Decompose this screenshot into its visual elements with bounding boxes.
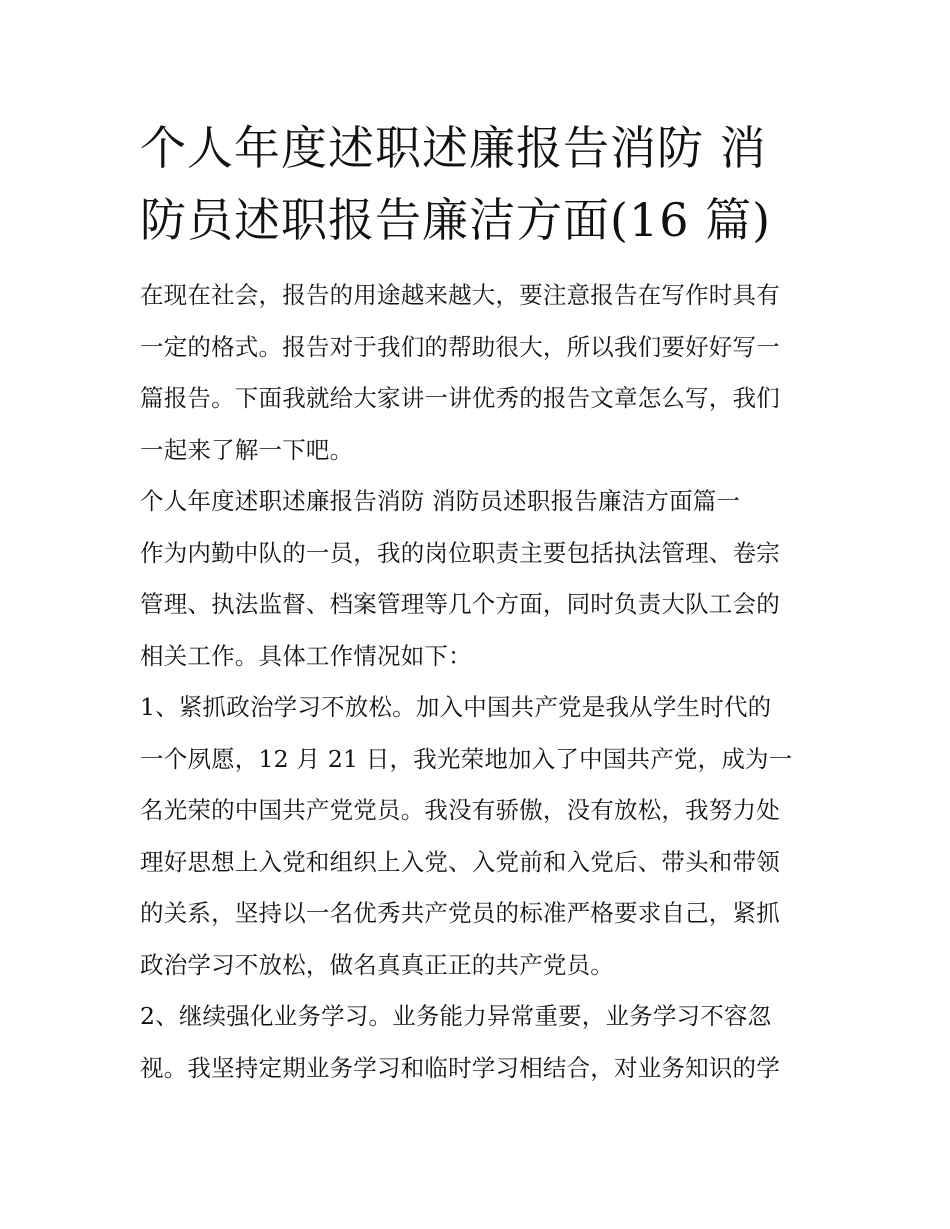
body-line: 1、紧抓政治学习不放松。加入中国共产党是我从学生时代的 <box>140 693 772 721</box>
body-line: 一起来了解一下吧。 <box>140 435 354 464</box>
body-line: 的关系，坚持以一名优秀共产党员的标准严格要求自己，紧抓 <box>140 899 780 927</box>
title-line: 个人年度述职述廉报告消防 消 <box>140 121 767 175</box>
body-line: 相关工作。具体工作情况如下： <box>140 641 472 670</box>
document-title <box>140 112 820 256</box>
body-line: 一个夙愿，12 月 21 日，我光荣地加入了中国共产党，成为一 <box>140 744 793 773</box>
section-heading: 个人年度述职述廉报告消防 消防员述职报告廉洁方面篇一 <box>140 487 741 515</box>
document-page <box>140 112 820 1094</box>
body-line: 政治学习不放松，做名真真正正的共产党员。 <box>140 950 614 979</box>
body-line: 一定的格式。报告对于我们的帮助很大，所以我们要好好写一 <box>140 332 780 361</box>
document-body <box>140 270 820 1094</box>
body-line: 作为内勤中队的一员，我的岗位职责主要包括执法管理、卷宗 <box>140 538 780 567</box>
body-line: 理好思想上入党和组织上入党、入党前和入党后、带头和带领 <box>140 847 780 876</box>
body-line: 2、继续强化业务学习。业务能力异常重要，业务学习不容忽 <box>140 1002 772 1030</box>
body-line: 名光荣的中国共产党党员。我没有骄傲，没有放松，我努力处 <box>140 796 780 824</box>
body-line: 管理、执法监督、档案管理等几个方面，同时负责大队工会的 <box>140 590 780 618</box>
body-line: 篇报告。下面我就给大家讲一讲优秀的报告文章怎么写，我们 <box>140 384 780 412</box>
title-line: 防员述职报告廉洁方面(16 篇) <box>140 193 772 247</box>
body-line: 在现在社会，报告的用途越来越大，要注意报告在写作时具有 <box>140 281 780 309</box>
body-line: 视。我坚持定期业务学习和临时学习相结合，对业务知识的学 <box>140 1053 780 1082</box>
